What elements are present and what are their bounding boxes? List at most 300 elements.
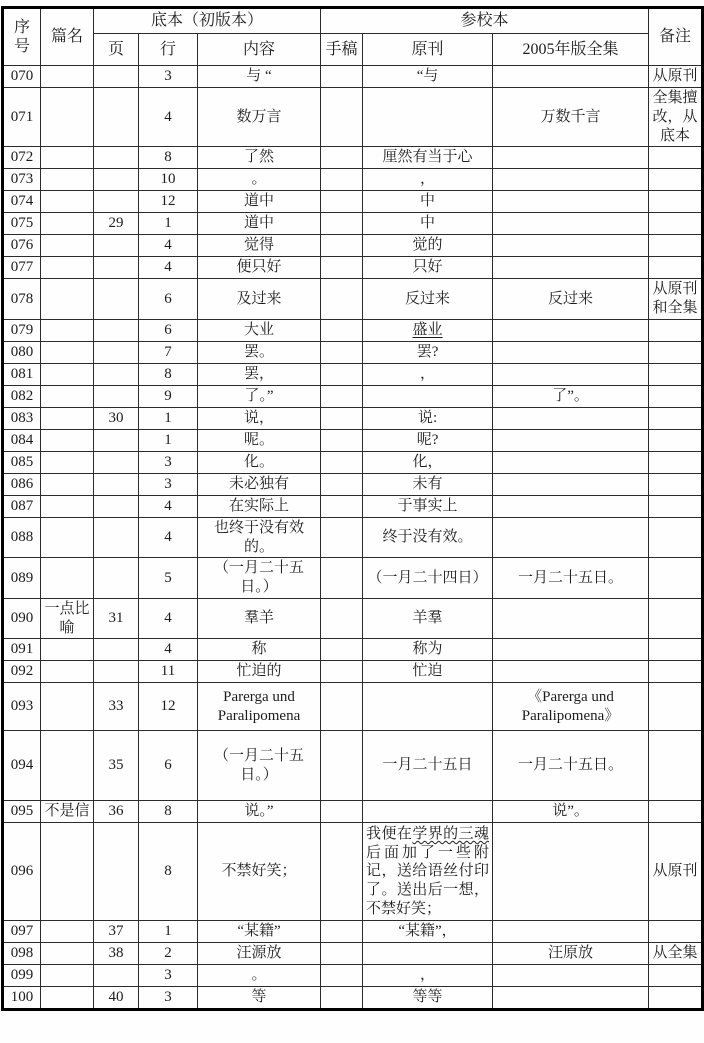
table-row: [3, 731, 703, 801]
cell-page: [94, 147, 139, 169]
cell-serial: 083: [3, 407, 41, 429]
cell-note: [649, 495, 703, 517]
cell-line: 12: [139, 683, 198, 731]
cell-note: [649, 473, 703, 495]
cell-title: [41, 341, 94, 363]
cell-note: [649, 517, 703, 558]
cell-original: “某籍”，: [363, 921, 493, 943]
cell-content: 也终于没有效的。: [198, 517, 321, 558]
cell-title: [41, 965, 94, 987]
cell-line: 6: [139, 279, 198, 320]
cell-quanji: 《Parerga und Paralipomena》: [493, 683, 649, 731]
table-row: [3, 943, 703, 965]
cell-quanji: [493, 319, 649, 341]
cell-serial: 095: [3, 801, 41, 823]
cell-original: [363, 801, 493, 823]
cell-page: [94, 191, 139, 213]
cell-manuscript: [321, 598, 363, 639]
cell-page: 36: [94, 801, 139, 823]
cell-page: 33: [94, 683, 139, 731]
cell-title: [41, 943, 94, 965]
cell-page: 37: [94, 921, 139, 943]
cell-note: [649, 451, 703, 473]
cell-original: [363, 823, 493, 921]
cell-content: 称: [198, 639, 321, 661]
cell-page: [94, 363, 139, 385]
cell-quanji: [493, 921, 649, 943]
cell-line: 3: [139, 66, 198, 88]
text-segment: 我便在: [366, 825, 413, 842]
cell-manuscript: [321, 495, 363, 517]
cell-content: 便只好: [198, 257, 321, 279]
cell-content: “某籍”: [198, 921, 321, 943]
table-row: [3, 257, 703, 279]
cell-note: [649, 319, 703, 341]
cell-serial: 075: [3, 213, 41, 235]
cell-note: [649, 661, 703, 683]
cell-page: [94, 451, 139, 473]
cell-serial: 084: [3, 429, 41, 451]
table-row: [3, 385, 703, 407]
cell-content: （一月二十五日。）: [198, 731, 321, 801]
cell-serial: 074: [3, 191, 41, 213]
cell-manuscript: [321, 429, 363, 451]
cell-manuscript: [321, 319, 363, 341]
table-row: [3, 598, 703, 639]
header-content: 内容: [198, 34, 321, 66]
cell-line: 4: [139, 495, 198, 517]
cell-manuscript: [321, 639, 363, 661]
table-row: [3, 473, 703, 495]
cell-title: [41, 147, 94, 169]
cell-content: 化。: [198, 451, 321, 473]
cell-page: [94, 558, 139, 599]
cell-original: 罢?: [363, 341, 493, 363]
cell-title: [41, 235, 94, 257]
cell-title: [41, 451, 94, 473]
cell-page: [94, 279, 139, 320]
table-row: [3, 661, 703, 683]
cell-manuscript: [321, 385, 363, 407]
cell-note: [649, 558, 703, 599]
cell-serial: 097: [3, 921, 41, 943]
cell-line: 3: [139, 473, 198, 495]
cell-line: 12: [139, 191, 198, 213]
table-row: [3, 169, 703, 191]
cell-manuscript: [321, 407, 363, 429]
cell-quanji: 说”。: [493, 801, 649, 823]
cell-page: [94, 661, 139, 683]
table-row: [3, 965, 703, 987]
cell-quanji: 一月二十五日。: [493, 731, 649, 801]
underline-marked-text: 盛业: [412, 321, 443, 338]
cell-original: 于事实上: [363, 495, 493, 517]
cell-serial: 090: [3, 598, 41, 639]
cell-manuscript: [321, 341, 363, 363]
cell-manuscript: [321, 147, 363, 169]
wavy-marked-text: 学界的三魂: [412, 825, 490, 842]
cell-page: 31: [94, 598, 139, 639]
cell-note: [649, 147, 703, 169]
cell-page: [94, 495, 139, 517]
cell-line: 9: [139, 385, 198, 407]
text-segment: 后面加了一些附记，送给语丝付印了。送出后一想，不禁好笑；: [366, 844, 490, 917]
cell-manuscript: [321, 473, 363, 495]
cell-title: [41, 639, 94, 661]
cell-content: 大业: [198, 319, 321, 341]
cell-line: 8: [139, 823, 198, 921]
cell-page: 40: [94, 987, 139, 1010]
header-row-groups: [3, 8, 703, 34]
cell-manuscript: [321, 191, 363, 213]
cell-quanji: [493, 213, 649, 235]
cell-note: 从原刊: [649, 823, 703, 921]
cell-content: 羣羊: [198, 598, 321, 639]
cell-original: “与: [363, 66, 493, 88]
table-row: [3, 407, 703, 429]
cell-note: [649, 213, 703, 235]
cell-quanji: [493, 407, 649, 429]
cell-content: 不禁好笑；: [198, 823, 321, 921]
cell-manuscript: [321, 88, 363, 147]
cell-serial: 100: [3, 987, 41, 1010]
cell-original: 等等: [363, 987, 493, 1010]
header-group-collation-editions: 参校本: [321, 8, 649, 34]
table-row: [3, 319, 703, 341]
cell-page: [94, 341, 139, 363]
table-body: [3, 66, 703, 1010]
cell-serial: 089: [3, 558, 41, 599]
table-row: [3, 147, 703, 169]
table-row: [3, 451, 703, 473]
cell-original: 一月二十五日: [363, 731, 493, 801]
cell-quanji: 一月二十五日。: [493, 558, 649, 599]
cell-original: 中: [363, 191, 493, 213]
cell-note: [649, 429, 703, 451]
cell-original: 忙迫: [363, 661, 493, 683]
cell-original: ，: [363, 169, 493, 191]
cell-note: [649, 683, 703, 731]
cell-content: 罢。: [198, 341, 321, 363]
cell-line: 1: [139, 213, 198, 235]
collation-table: [1, 6, 704, 1011]
cell-original: 中: [363, 213, 493, 235]
cell-quanji: 汪原放: [493, 943, 649, 965]
cell-original: 只好: [363, 257, 493, 279]
header-quanji-2005: 2005年版全集: [493, 34, 649, 66]
cell-content: 。: [198, 169, 321, 191]
cell-serial: 085: [3, 451, 41, 473]
cell-serial: 082: [3, 385, 41, 407]
cell-manuscript: [321, 731, 363, 801]
table-row: [3, 341, 703, 363]
cell-page: 29: [94, 213, 139, 235]
cell-page: [94, 257, 139, 279]
cell-page: [94, 639, 139, 661]
cell-line: 8: [139, 363, 198, 385]
cell-manuscript: [321, 683, 363, 731]
cell-note: 从全集: [649, 943, 703, 965]
cell-original: 呢?: [363, 429, 493, 451]
cell-line: 2: [139, 943, 198, 965]
cell-quanji: 万数千言: [493, 88, 649, 147]
header-line: 行: [139, 34, 198, 66]
cell-title: [41, 66, 94, 88]
cell-note: [649, 639, 703, 661]
cell-original: 说:: [363, 407, 493, 429]
cell-original: [363, 319, 493, 341]
cell-manuscript: [321, 213, 363, 235]
cell-original: 化，: [363, 451, 493, 473]
cell-content: Parerga und Paralipomena: [198, 683, 321, 731]
cell-quanji: [493, 341, 649, 363]
cell-line: 5: [139, 558, 198, 599]
cell-page: [94, 169, 139, 191]
cell-note: 全集擅改，从底本: [649, 88, 703, 147]
table-row: [3, 801, 703, 823]
cell-quanji: [493, 363, 649, 385]
cell-page: 30: [94, 407, 139, 429]
cell-line: 4: [139, 88, 198, 147]
cell-title: [41, 661, 94, 683]
table-row: [3, 639, 703, 661]
cell-manuscript: [321, 661, 363, 683]
table-row: [3, 279, 703, 320]
cell-title: [41, 558, 94, 599]
cell-manuscript: [321, 987, 363, 1010]
cell-serial: 092: [3, 661, 41, 683]
table-row: [3, 987, 703, 1010]
cell-page: [94, 319, 139, 341]
cell-quanji: [493, 191, 649, 213]
cell-quanji: [493, 235, 649, 257]
cell-note: [649, 169, 703, 191]
cell-line: 6: [139, 319, 198, 341]
cell-content: 等: [198, 987, 321, 1010]
table-row: [3, 823, 703, 921]
cell-page: [94, 965, 139, 987]
cell-quanji: [493, 517, 649, 558]
cell-line: 1: [139, 429, 198, 451]
cell-note: [649, 987, 703, 1010]
header-title: 篇名: [41, 8, 94, 66]
cell-note: 从原刊: [649, 66, 703, 88]
cell-title: [41, 987, 94, 1010]
cell-original: 称为: [363, 639, 493, 661]
cell-note: [649, 965, 703, 987]
cell-title: [41, 495, 94, 517]
cell-manuscript: [321, 279, 363, 320]
cell-page: [94, 823, 139, 921]
cell-original: 觉的: [363, 235, 493, 257]
cell-manuscript: [321, 921, 363, 943]
cell-title: [41, 319, 94, 341]
cell-quanji: [493, 965, 649, 987]
cell-quanji: [493, 257, 649, 279]
cell-quanji: [493, 66, 649, 88]
cell-page: [94, 88, 139, 147]
cell-original: ，: [363, 965, 493, 987]
cell-line: 1: [139, 921, 198, 943]
cell-note: [649, 921, 703, 943]
cell-manuscript: [321, 558, 363, 599]
cell-line: 4: [139, 598, 198, 639]
cell-quanji: [493, 661, 649, 683]
cell-original: 厘然有当于心: [363, 147, 493, 169]
cell-quanji: [493, 451, 649, 473]
cell-quanji: [493, 169, 649, 191]
cell-content: 及过来: [198, 279, 321, 320]
cell-serial: 078: [3, 279, 41, 320]
cell-quanji: [493, 147, 649, 169]
header-manuscript: 手稿: [321, 34, 363, 66]
table-row: [3, 191, 703, 213]
header-row-columns: [3, 34, 703, 66]
cell-manuscript: [321, 363, 363, 385]
cell-serial: 086: [3, 473, 41, 495]
cell-quanji: [493, 598, 649, 639]
cell-quanji: [493, 495, 649, 517]
cell-serial: 088: [3, 517, 41, 558]
cell-line: 4: [139, 639, 198, 661]
cell-serial: 091: [3, 639, 41, 661]
cell-line: 3: [139, 965, 198, 987]
cell-manuscript: [321, 169, 363, 191]
cell-serial: 098: [3, 943, 41, 965]
cell-serial: 071: [3, 88, 41, 147]
cell-content: 了。”: [198, 385, 321, 407]
cell-title: [41, 407, 94, 429]
cell-quanji: 反过来: [493, 279, 649, 320]
cell-title: [41, 279, 94, 320]
cell-manuscript: [321, 823, 363, 921]
cell-serial: 072: [3, 147, 41, 169]
cell-original: 羊羣: [363, 598, 493, 639]
cell-title: [41, 363, 94, 385]
cell-page: 38: [94, 943, 139, 965]
table-header: [3, 8, 703, 66]
cell-line: 11: [139, 661, 198, 683]
cell-content: 。: [198, 965, 321, 987]
cell-line: 3: [139, 451, 198, 473]
cell-note: [649, 363, 703, 385]
header-original: 原刊: [363, 34, 493, 66]
cell-content: 道中: [198, 213, 321, 235]
cell-note: [649, 191, 703, 213]
cell-line: 8: [139, 147, 198, 169]
cell-note: [649, 407, 703, 429]
table-row: [3, 66, 703, 88]
cell-original: 终于没有效。: [363, 517, 493, 558]
cell-serial: 070: [3, 66, 41, 88]
table-row: [3, 213, 703, 235]
table-row: [3, 429, 703, 451]
table-row: [3, 235, 703, 257]
cell-line: 4: [139, 517, 198, 558]
cell-serial: 073: [3, 169, 41, 191]
cell-page: [94, 429, 139, 451]
cell-original: [363, 385, 493, 407]
cell-title: [41, 921, 94, 943]
cell-note: [649, 235, 703, 257]
cell-serial: 079: [3, 319, 41, 341]
cell-title: [41, 88, 94, 147]
cell-manuscript: [321, 965, 363, 987]
cell-serial: 080: [3, 341, 41, 363]
cell-page: [94, 235, 139, 257]
header-note: 备注: [649, 8, 703, 66]
cell-content: 与 “: [198, 66, 321, 88]
cell-serial: 096: [3, 823, 41, 921]
cell-content: 呢。: [198, 429, 321, 451]
cell-original: ，: [363, 363, 493, 385]
cell-serial: 076: [3, 235, 41, 257]
cell-title: [41, 731, 94, 801]
cell-note: [649, 731, 703, 801]
cell-line: 7: [139, 341, 198, 363]
cell-page: [94, 66, 139, 88]
cell-manuscript: [321, 517, 363, 558]
table-row: [3, 921, 703, 943]
cell-title: [41, 823, 94, 921]
table-row: [3, 88, 703, 147]
cell-title: [41, 683, 94, 731]
cell-page: [94, 517, 139, 558]
cell-line: 4: [139, 235, 198, 257]
cell-quanji: 了”。: [493, 385, 649, 407]
cell-serial: 077: [3, 257, 41, 279]
cell-serial: 081: [3, 363, 41, 385]
cell-note: 从原刊和全集: [649, 279, 703, 320]
cell-manuscript: [321, 66, 363, 88]
cell-title: [41, 385, 94, 407]
cell-title: [41, 429, 94, 451]
cell-original: （一月二十四日）: [363, 558, 493, 599]
cell-note: [649, 385, 703, 407]
cell-quanji: [493, 429, 649, 451]
cell-manuscript: [321, 257, 363, 279]
cell-title: [41, 517, 94, 558]
cell-content: 汪源放: [198, 943, 321, 965]
header-page: 页: [94, 34, 139, 66]
cell-content: 数万言: [198, 88, 321, 147]
cell-note: [649, 801, 703, 823]
cell-original: [363, 88, 493, 147]
table-row: [3, 517, 703, 558]
cell-quanji: [493, 473, 649, 495]
cell-note: [649, 598, 703, 639]
cell-page: [94, 385, 139, 407]
cell-quanji: [493, 823, 649, 921]
cell-manuscript: [321, 943, 363, 965]
cell-page: 35: [94, 731, 139, 801]
cell-title: [41, 213, 94, 235]
cell-serial: 099: [3, 965, 41, 987]
cell-title: [41, 169, 94, 191]
table-row: [3, 558, 703, 599]
cell-original: 未有: [363, 473, 493, 495]
cell-content: 觉得: [198, 235, 321, 257]
header-serial: 序号: [3, 8, 41, 66]
cell-note: [649, 257, 703, 279]
cell-line: 4: [139, 257, 198, 279]
cell-content: 了然: [198, 147, 321, 169]
cell-line: 8: [139, 801, 198, 823]
cell-content: 说，: [198, 407, 321, 429]
cell-content: 忙迫的: [198, 661, 321, 683]
cell-original: 反过来: [363, 279, 493, 320]
cell-line: 3: [139, 987, 198, 1010]
